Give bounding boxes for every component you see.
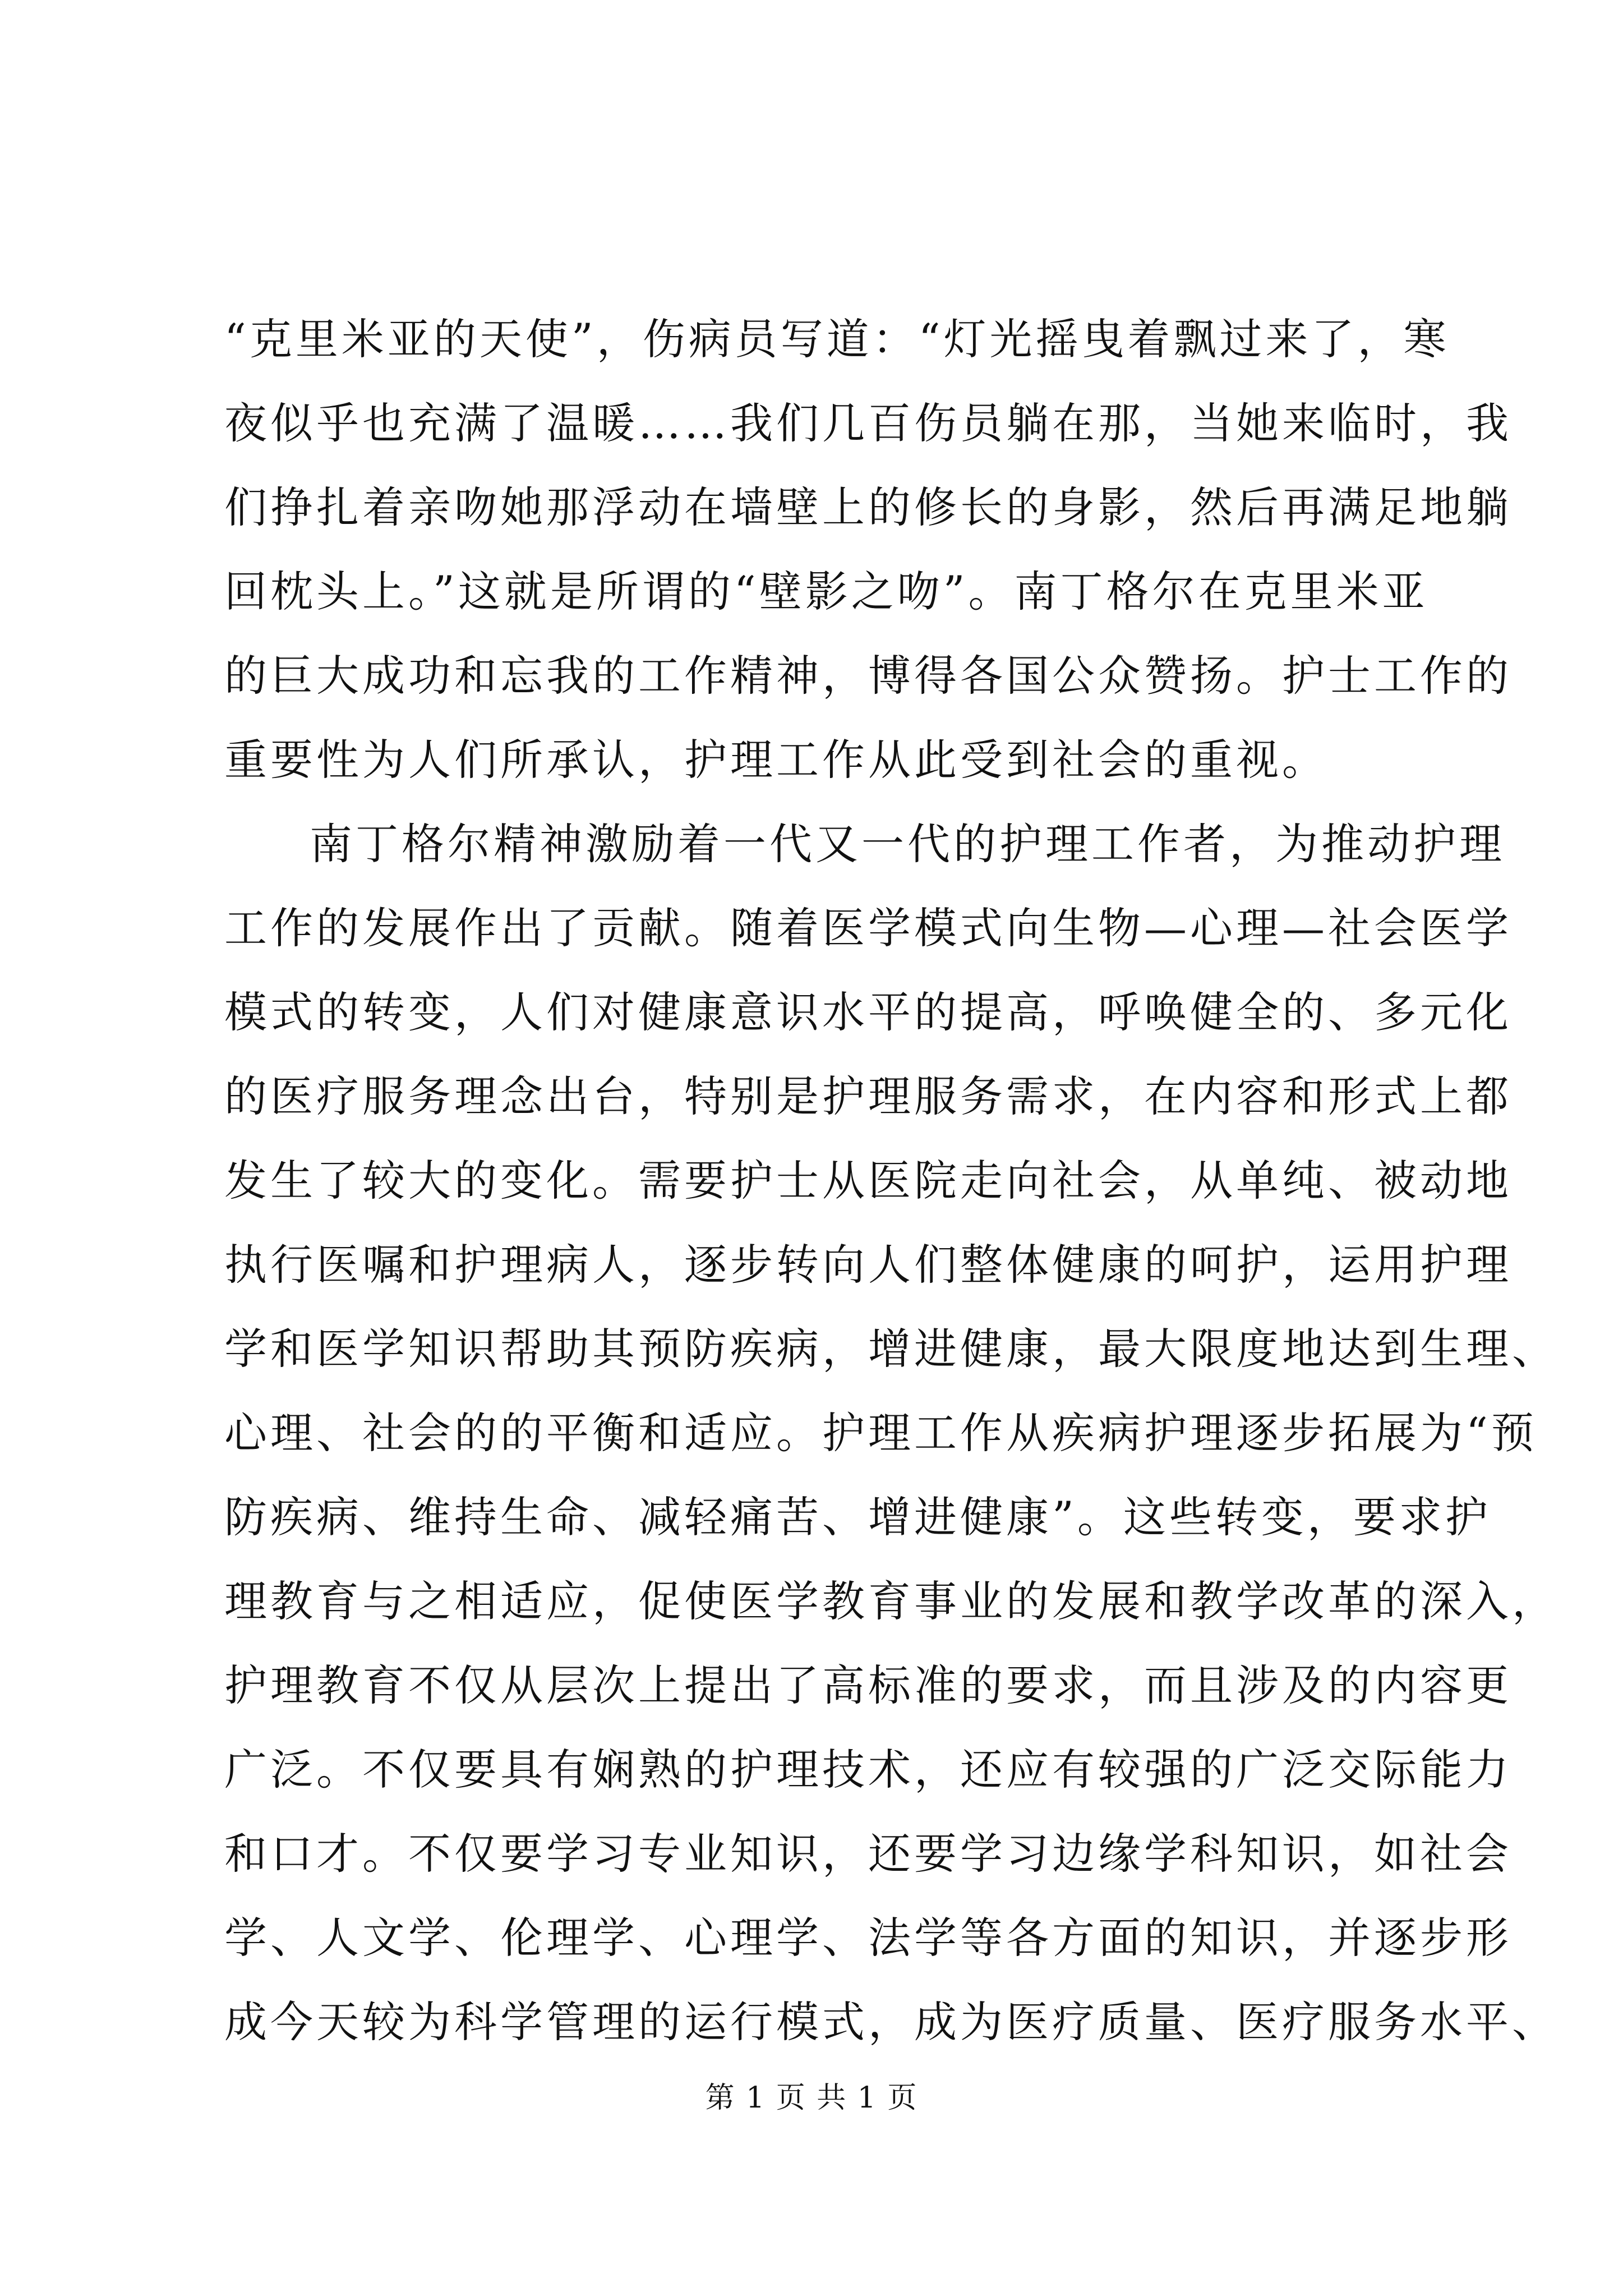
text-line: 夜似乎也充满了温暖……我们几百伤员躺在那，当她来临时，我 (224, 398, 1512, 448)
page-number: 第 1 页 共 1 页 (705, 2081, 918, 2115)
text-line: 防疾病、维持生命、减轻痛苦、增进健康”。这些转变，要求护 (224, 1492, 1491, 1542)
text-line: 学、人文学、伦理学、心理学、法学等各方面的知识，并逐步形 (224, 1913, 1512, 1963)
text-line: 理教育与之相适应，促使医学教育事业的发展和教学改革的深入， (224, 1576, 1558, 1626)
text-line: 们挣扎着亲吻她那浮动在墙壁上的修长的身影，然后再满足地躺 (224, 482, 1512, 532)
text-line: “克里米亚的天使”，伤病员写道：“灯光摇曳着飘过来了，寒 (224, 314, 1450, 364)
text-line: 执行医嘱和护理病人，逐步转向人们整体健康的呵护，运用护理 (224, 1240, 1512, 1290)
text-line: 护理教育不仅从层次上提出了高标准的要求，而且涉及的内容更 (224, 1660, 1512, 1710)
text-line: 和口才。不仅要学习专业知识，还要学习边缘学科知识，如社会 (224, 1829, 1512, 1879)
text-line: 回枕头上。”这就是所谓的“壁影之吻”。南丁格尔在克里米亚 (224, 567, 1428, 616)
text-line: 南丁格尔精神激励着一代又一代的护理工作者，为推动护理 (310, 819, 1505, 869)
text-line: 的巨大成功和忘我的工作精神，博得各国公众赞扬。护士工作的 (224, 651, 1512, 701)
text-line: 学和医学知识帮助其预防疾病，增进健康，最大限度地达到生理、 (224, 1324, 1558, 1374)
text-line: 成今天较为科学管理的运行模式，成为医疗质量、医疗服务水平、 (224, 1997, 1558, 2047)
page-footer (0, 2076, 1623, 2120)
text-line: 模式的转变，人们对健康意识水平的提高，呼唤健全的、多元化 (224, 987, 1512, 1037)
text-line: 广泛。不仅要具有娴熟的护理技术，还应有较强的广泛交际能力 (224, 1745, 1512, 1795)
text-line: 发生了较大的变化。需要护士从医院走向社会，从单纯、被动地 (224, 1156, 1512, 1205)
text-line: 的医疗服务理念出台，特别是护理服务需求，在内容和形式上都 (224, 1071, 1512, 1121)
text-line: 心理、社会的的平衡和适应。护理工作从疾病护理逐步拓展为“预 (224, 1408, 1537, 1458)
text-line: 工作的发展作出了贡献。随着医学模式向生物—心理—社会医学 (224, 903, 1512, 953)
text-line: 重要性为人们所承认，护理工作从此受到社会的重视。 (224, 735, 1328, 785)
document-body (224, 297, 1558, 2064)
